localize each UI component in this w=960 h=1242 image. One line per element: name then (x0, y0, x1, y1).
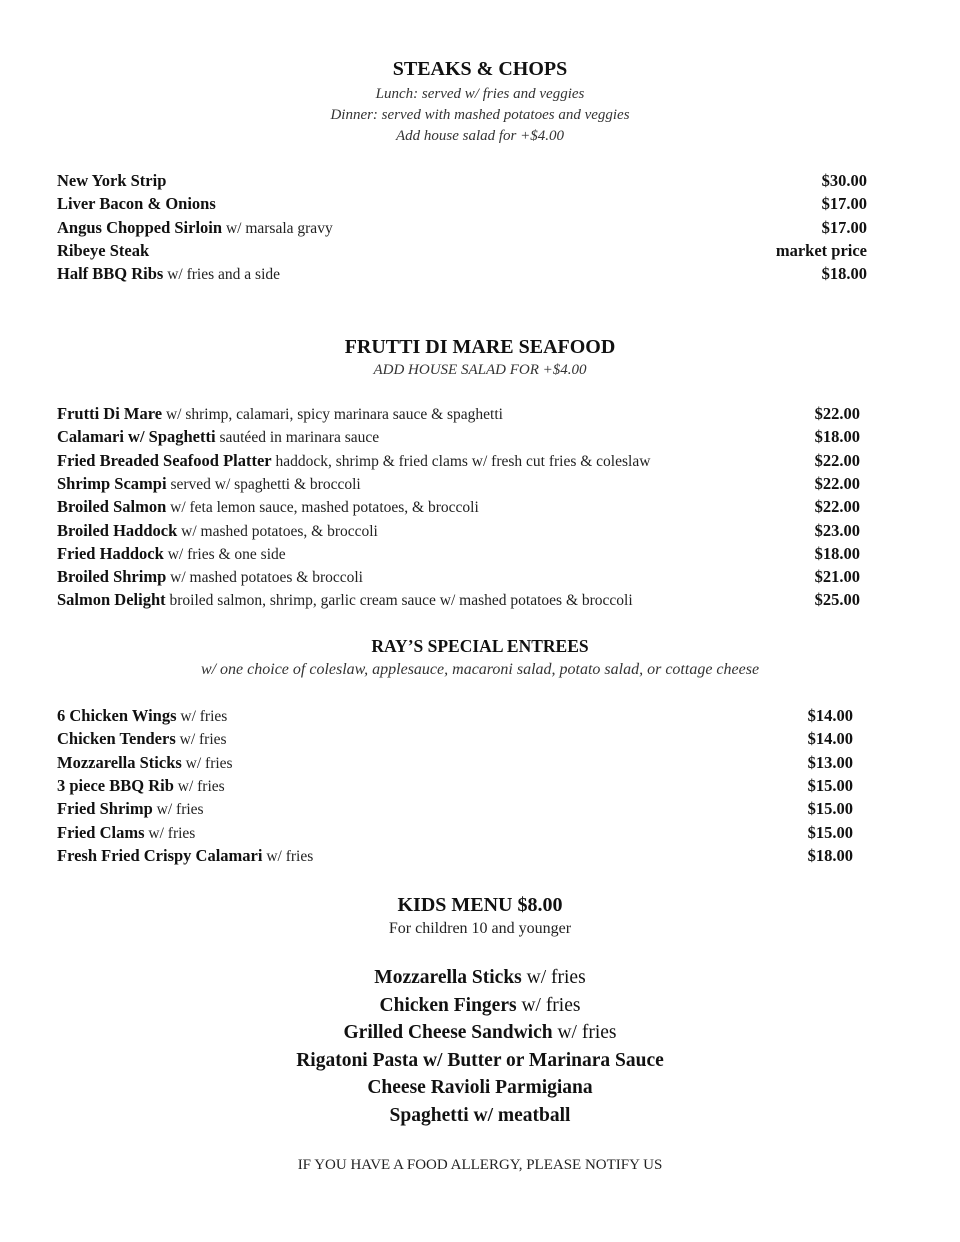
steak-item-name: Half BBQ Ribs (57, 264, 164, 284)
seafood-title: FRUTTI DI MARE SEAFOOD (344, 336, 616, 358)
seafood-item-price: $18.00 (814, 427, 860, 447)
seafood-item-name: Fried Haddock (57, 543, 164, 563)
steaks-note-salad: Add house salad for +$4.00 (395, 128, 565, 144)
special-item (57, 799, 204, 823)
seafood-item-name: Calamari w/ Spaghetti (57, 427, 216, 447)
specials-title: RAY’S SPECIAL ENTREES (371, 636, 589, 656)
steak-item-price: $17.00 (821, 194, 867, 214)
kids-list (0, 964, 960, 1129)
seafood-item-name: Frutti Di Mare (57, 404, 163, 423)
seafood-item-description: w/ mashed potatoes, & broccoli (177, 522, 378, 540)
kids-item (0, 1074, 960, 1102)
special-item-price: $13.00 (807, 752, 853, 772)
special-item-price: $14.00 (807, 729, 853, 749)
special-item-name: Chicken Tenders (57, 729, 176, 749)
seafood-item-price: $22.00 (814, 497, 860, 517)
special-item-name: Fried Shrimp (57, 799, 153, 819)
steak-item-name: Angus Chopped Sirloin (57, 217, 223, 237)
seafood-item-price: $23.00 (814, 520, 860, 540)
special-item (57, 729, 227, 753)
seafood-item-name: Fried Breaded Seafood Platter (57, 450, 272, 470)
special-item-price: $15.00 (807, 775, 853, 795)
special-item-description: w/ fries (175, 731, 227, 749)
seafood-item-description: w/ feta lemon sauce, mashed potatoes, & broccoli (166, 499, 479, 517)
special-item-name: Fresh Fried Crispy Calamari (57, 845, 263, 865)
specials-note: w/ one choice of coleslaw, applesauce, macaroni salad, potato salad, or cottage cheese (200, 661, 760, 678)
seafood-item (57, 521, 378, 545)
special-item-name: 3 piece BBQ Rib (57, 775, 174, 795)
kids-item (0, 964, 960, 992)
kids-item-description: w/ fries (516, 994, 581, 1016)
steak-item-price: $30.00 (821, 171, 867, 190)
seafood-item (57, 404, 503, 428)
special-item-price: $18.00 (807, 845, 853, 865)
steak-item-name: Liver Bacon & Onions (57, 194, 216, 214)
steak-item-name: Ribeye Steak (57, 240, 150, 260)
special-item-description: w/ fries (262, 847, 314, 865)
special-item-description: w/ fries (173, 777, 225, 795)
seafood-item-price: $18.00 (814, 543, 860, 563)
kids-item (0, 992, 960, 1020)
special-item-name: Fried Clams (57, 822, 145, 842)
seafood-note: ADD HOUSE SALAD FOR +$4.00 (373, 362, 587, 378)
seafood-item (57, 474, 361, 498)
seafood-item (57, 427, 379, 451)
seafood-item (57, 451, 650, 475)
special-item (57, 846, 313, 870)
steaks-note-lunch: Lunch: served w/ fries and veggies (375, 86, 585, 102)
seafood-item-price: $22.00 (814, 404, 860, 423)
steak-item-price: $17.00 (821, 217, 867, 237)
special-item-description: w/ fries (144, 824, 196, 842)
special-item (57, 823, 195, 847)
kids-item-name: Mozzarella Sticks (374, 967, 522, 988)
special-item-name: Mozzarella Sticks (57, 752, 182, 772)
seafood-item-description: haddock, shrimp & fried clams w/ fresh cut fries & coleslaw (271, 452, 651, 470)
seafood-item-description: served w/ spaghetti & broccoli (166, 475, 361, 493)
seafood-item-price: $25.00 (814, 590, 860, 610)
seafood-item-price: $21.00 (814, 567, 860, 587)
steak-item-description: w/ marsala gravy (222, 219, 333, 237)
special-item-price: $15.00 (807, 799, 853, 819)
special-item-description: w/ fries (152, 801, 204, 819)
kids-title: KIDS MENU $8.00 (397, 894, 563, 916)
steaks-note-dinner: Dinner: served with mashed potatoes and veggies (330, 107, 630, 123)
kids-item (0, 1102, 960, 1130)
seafood-item (57, 567, 363, 591)
seafood-item-name: Shrimp Scampi (57, 473, 167, 493)
kids-item (0, 1047, 960, 1075)
steaks-title: STEAKS & CHOPS (392, 58, 568, 80)
special-item-description: w/ fries (181, 754, 233, 772)
steak-item (57, 264, 280, 288)
seafood-item-description: w/ shrimp, calamari, spicy marinara sauce & spaghetti (162, 406, 503, 423)
seafood-item-name: Salmon Delight (57, 590, 166, 610)
allergy-notice: IF YOU HAVE A FOOD ALLERGY, PLEASE NOTIFY US (297, 1157, 663, 1173)
kids-item-name: Rigatoni Pasta w/ Butter or Marinara Sauce (296, 1049, 664, 1071)
kids-item (0, 1019, 960, 1047)
kids-item-name: Spaghetti w/ meatball (389, 1104, 571, 1126)
kids-item-name: Grilled Cheese Sandwich (343, 1022, 553, 1043)
kids-note: For children 10 and younger (388, 920, 572, 937)
steak-item (57, 194, 216, 218)
special-item-price: $14.00 (807, 706, 853, 725)
seafood-item (57, 590, 633, 614)
seafood-item-price: $22.00 (814, 450, 860, 470)
special-item-price: $15.00 (807, 822, 853, 842)
seafood-item-name: Broiled Salmon (57, 497, 167, 517)
seafood-item (57, 544, 286, 568)
special-item-name: 6 Chicken Wings (57, 706, 177, 725)
seafood-item-price: $22.00 (814, 473, 860, 493)
steak-item (57, 171, 166, 195)
steak-item-name: New York Strip (57, 171, 167, 190)
special-item (57, 776, 225, 800)
steak-item (57, 241, 149, 265)
seafood-item (57, 497, 479, 521)
steak-item (57, 218, 333, 242)
steaks-notes (0, 84, 960, 147)
seafood-item-description: sautéed in marinara sauce (215, 429, 380, 447)
steak-item-price: $18.00 (821, 264, 867, 284)
special-item (57, 753, 233, 777)
special-item-description: w/ fries (176, 708, 228, 725)
seafood-item-name: Broiled Haddock (57, 520, 178, 540)
kids-item-description: w/ fries (521, 967, 586, 988)
kids-item-name: Cheese Ravioli Parmigiana (367, 1077, 593, 1098)
steak-item-description: w/ fries and a side (163, 266, 281, 284)
seafood-item-description: broiled salmon, shrimp, garlic cream sauce w/ mashed potatoes & broccoli (165, 592, 633, 610)
seafood-item-description: w/ fries & one side (163, 545, 286, 563)
seafood-item-description: w/ mashed potatoes & broccoli (166, 569, 363, 587)
seafood-item-name: Broiled Shrimp (57, 567, 167, 587)
steak-item-price: market price (775, 240, 867, 260)
special-item (57, 706, 227, 730)
kids-item-name: Chicken Fingers (379, 994, 517, 1016)
kids-item-description: w/ fries (552, 1022, 617, 1043)
